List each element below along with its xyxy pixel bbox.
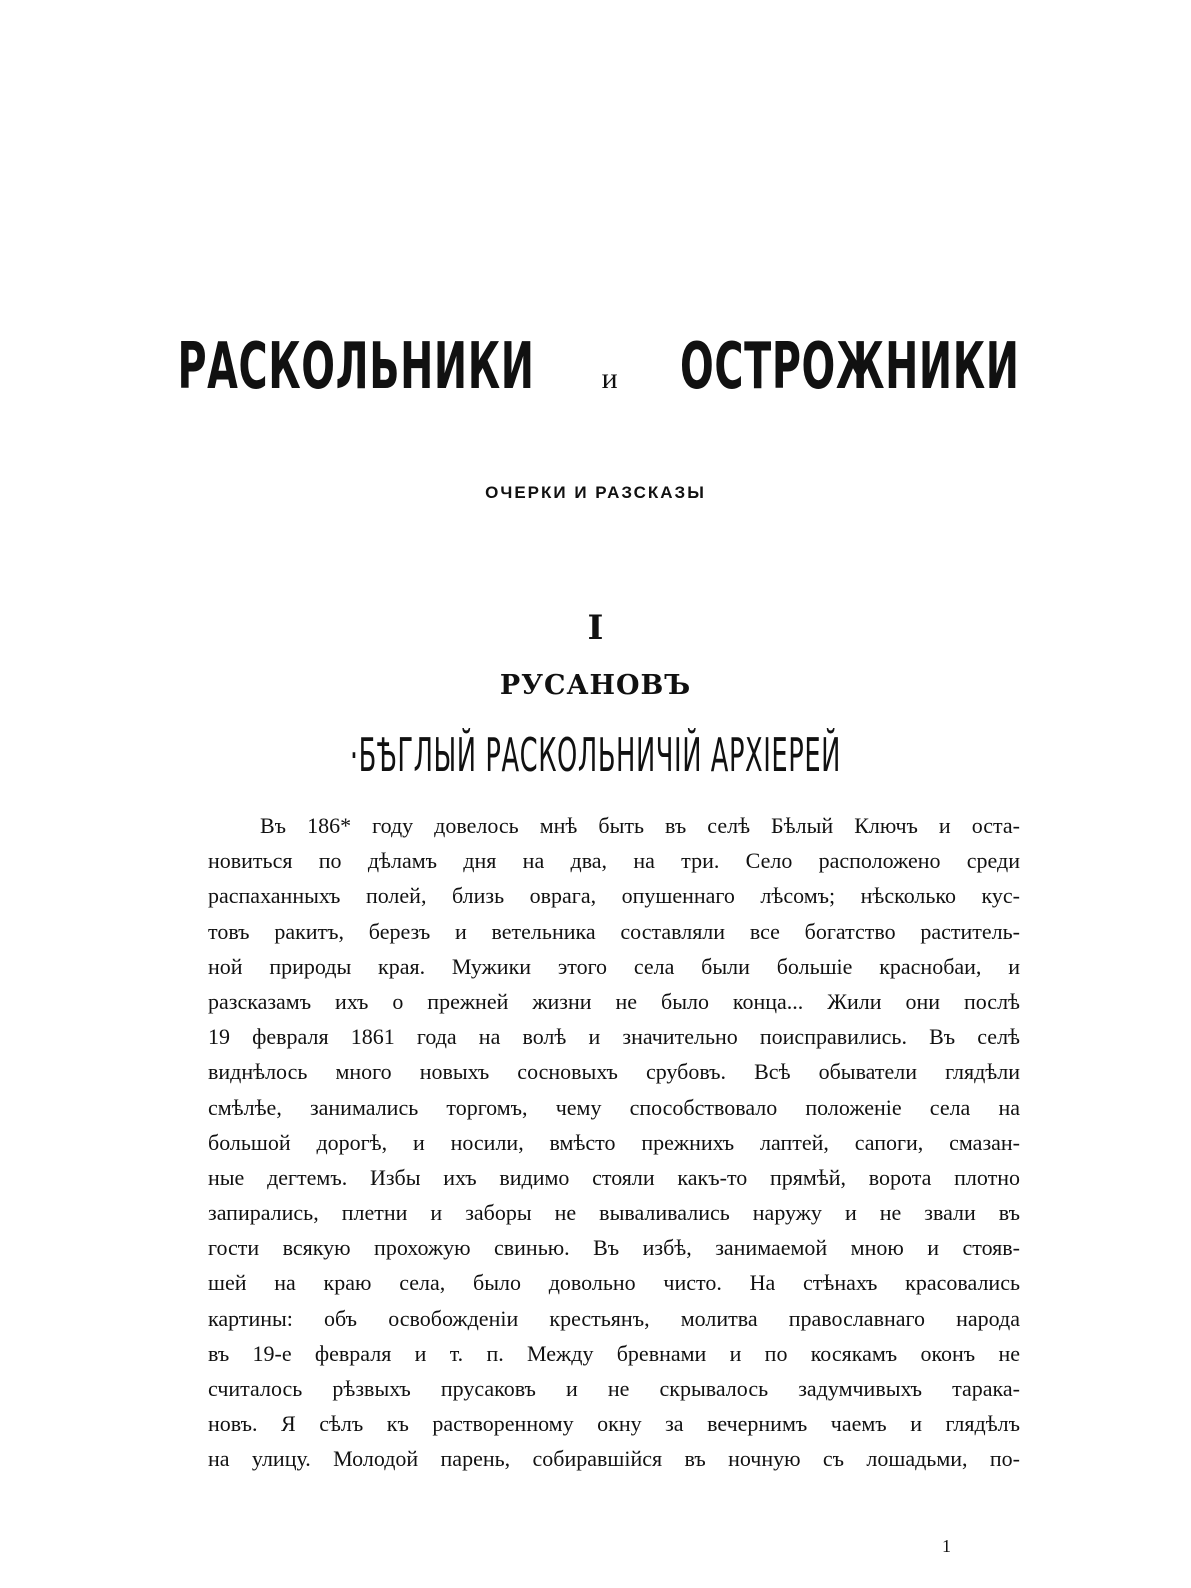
text-line: распаханныхъ полей, близь оврага, опушеннаго лѣсомъ; нѣсколько кус- <box>208 883 1020 909</box>
text-line: Въ 186* году довелось мнѣ быть въ селѣ Бѣлый Ключъ и оста- <box>260 813 1020 838</box>
book-title-conjunction: и <box>601 362 618 395</box>
text-line: смѣлѣе, занимались торгомъ, чему способствовало положеніе села на <box>208 1094 1020 1120</box>
book-subtitle: ОЧЕРКИ И РАЗСКАЗЫ <box>485 483 706 502</box>
text-line: 19 февраля 1861 года на волѣ и значительно поисправились. Въ селѣ <box>208 1024 1020 1050</box>
text-line: на улицу. Молодой парень, собиравшійся въ ночную съ лошадьми, по- <box>208 1446 1020 1472</box>
book-title <box>0 330 1191 404</box>
text-line: ной природы края. Мужики этого села были большіе краснобаи, и <box>208 953 1020 979</box>
text-line: запирались, плетни и заборы не вываливались наружу и не звали въ <box>208 1200 1020 1226</box>
chapter-number: I <box>587 608 604 648</box>
text-line: новиться по дѣламъ дня на два, на три. Село расположено среди <box>208 848 1020 874</box>
text-line: большой дорогѣ, и носили, вмѣсто прежнихъ лаптей, сапоги, смазан- <box>208 1129 1020 1155</box>
text-line: разсказамъ ихъ о прежней жизни не было конца... Жили они послѣ <box>208 988 1020 1014</box>
text-line: картины: объ освобожденіи крестьянъ, молитва православнаго народа <box>208 1305 1020 1331</box>
text-line: въ 19-е февраля и т. п. Между бревнами и по косякамъ оконъ не <box>208 1340 1020 1366</box>
chapter-subtitle <box>0 728 1191 782</box>
book-title-part1: РАСКОЛЬНИКИ <box>177 330 535 404</box>
text-line: считалось рѣзвыхъ прусаковъ и не скрывалось задумчивыхъ тарака- <box>208 1376 1020 1401</box>
text-line: товъ ракитъ, березъ и ветельника составляли все богатство раститель- <box>208 918 1020 944</box>
text-line: гости всякую прохожую свинью. Въ избѣ, занимаемой мною и стояв- <box>208 1235 1020 1261</box>
chapter-title: РУСАНОВЪ <box>499 670 692 701</box>
chapter-subtitle-text: ·БѢГЛЫЙ РАСКОЛЬНИЧІЙ АРХІЕРЕЙ <box>349 728 842 782</box>
page-number: 1 <box>942 1536 951 1556</box>
text-line: новъ. Я сѣлъ къ растворенному окну за вечернимъ чаемъ и глядѣлъ <box>208 1411 1020 1437</box>
book-title-part2: ОСТРОЖНИКИ <box>679 330 1020 404</box>
text-line: ные дегтемъ. Избы ихъ видимо стояли какъ-то прямѣй, ворота плотно <box>208 1164 1020 1190</box>
body-text <box>208 808 1020 1477</box>
text-line: виднѣлось много новыхъ сосновыхъ срубовъ. Всѣ обыватели глядѣли <box>208 1059 1020 1085</box>
text-line: шей на краю села, было довольно чисто. На стѣнахъ красовались <box>208 1270 1020 1296</box>
